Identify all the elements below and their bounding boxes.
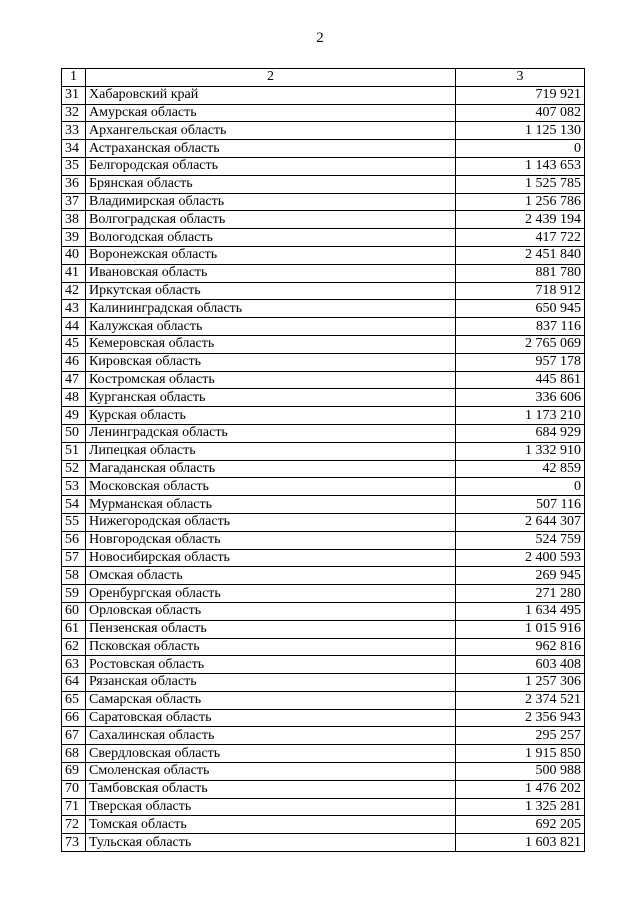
- region-value: 336 606: [456, 389, 585, 407]
- table-row: [62, 834, 585, 852]
- row-number: 66: [62, 709, 86, 727]
- region-value: 407 082: [456, 104, 585, 122]
- region-value: 1 325 281: [456, 798, 585, 816]
- table-row: [62, 86, 585, 104]
- region-name: Калининградская область: [86, 300, 456, 318]
- region-name: Ивановская область: [86, 264, 456, 282]
- region-name: Саратовская область: [86, 709, 456, 727]
- region-value: 881 780: [456, 264, 585, 282]
- row-number: 47: [62, 371, 86, 389]
- row-number: 42: [62, 282, 86, 300]
- row-number: 69: [62, 763, 86, 781]
- row-number: 36: [62, 175, 86, 193]
- row-number: 45: [62, 335, 86, 353]
- region-value: 0: [456, 478, 585, 496]
- table-row: [62, 246, 585, 264]
- region-name: Волгоградская область: [86, 211, 456, 229]
- table-row: [62, 175, 585, 193]
- region-value: 445 861: [456, 371, 585, 389]
- row-number: 48: [62, 389, 86, 407]
- table-row: [62, 709, 585, 727]
- row-number: 72: [62, 816, 86, 834]
- header-col-1: 1: [62, 69, 86, 87]
- region-name: Воронежская область: [86, 246, 456, 264]
- region-name: Архангельская область: [86, 122, 456, 140]
- row-number: 49: [62, 407, 86, 425]
- region-value: 1 634 495: [456, 602, 585, 620]
- region-value: 718 912: [456, 282, 585, 300]
- region-value: 1 257 306: [456, 674, 585, 692]
- table-header: [62, 69, 585, 87]
- region-name: Оренбургская область: [86, 585, 456, 603]
- row-number: 44: [62, 318, 86, 336]
- row-number: 41: [62, 264, 86, 282]
- table-row: [62, 371, 585, 389]
- region-name: Тульская область: [86, 834, 456, 852]
- table-row: [62, 460, 585, 478]
- row-number: 32: [62, 104, 86, 122]
- table-row: [62, 763, 585, 781]
- region-value: 837 116: [456, 318, 585, 336]
- table-row: [62, 496, 585, 514]
- header-row: [62, 69, 585, 87]
- table-row: [62, 780, 585, 798]
- region-value: 269 945: [456, 567, 585, 585]
- row-number: 70: [62, 780, 86, 798]
- region-name: Кемеровская область: [86, 335, 456, 353]
- row-number: 43: [62, 300, 86, 318]
- region-value: 295 257: [456, 727, 585, 745]
- table-row: [62, 602, 585, 620]
- region-name: Сахалинская область: [86, 727, 456, 745]
- region-value: 692 205: [456, 816, 585, 834]
- row-number: 31: [62, 86, 86, 104]
- row-number: 60: [62, 602, 86, 620]
- row-number: 52: [62, 460, 86, 478]
- table-row: [62, 656, 585, 674]
- region-value: 719 921: [456, 86, 585, 104]
- table-row: [62, 193, 585, 211]
- region-name: Кировская область: [86, 353, 456, 371]
- region-name: Вологодская область: [86, 229, 456, 247]
- region-name: Хабаровский край: [86, 86, 456, 104]
- region-name: Омская область: [86, 567, 456, 585]
- region-name: Калужская область: [86, 318, 456, 336]
- region-name: Псковская область: [86, 638, 456, 656]
- region-value: 42 859: [456, 460, 585, 478]
- region-name: Амурская область: [86, 104, 456, 122]
- region-value: 957 178: [456, 353, 585, 371]
- row-number: 35: [62, 157, 86, 175]
- row-number: 68: [62, 745, 86, 763]
- row-number: 67: [62, 727, 86, 745]
- row-number: 56: [62, 531, 86, 549]
- row-number: 55: [62, 513, 86, 531]
- region-value: 1 015 916: [456, 620, 585, 638]
- table-row: [62, 620, 585, 638]
- region-name: Новосибирская область: [86, 549, 456, 567]
- region-value: 507 116: [456, 496, 585, 514]
- region-value: 2 644 307: [456, 513, 585, 531]
- data-table: [61, 68, 585, 852]
- region-name: Липецкая область: [86, 442, 456, 460]
- region-value: 2 374 521: [456, 691, 585, 709]
- region-name: Орловская область: [86, 602, 456, 620]
- region-name: Магаданская область: [86, 460, 456, 478]
- row-number: 50: [62, 424, 86, 442]
- table-row: [62, 389, 585, 407]
- region-name: Смоленская область: [86, 763, 456, 781]
- region-value: 1 125 130: [456, 122, 585, 140]
- row-number: 64: [62, 674, 86, 692]
- table-row: [62, 745, 585, 763]
- table-row: [62, 638, 585, 656]
- region-name: Тверская область: [86, 798, 456, 816]
- table-row: [62, 478, 585, 496]
- region-value: 524 759: [456, 531, 585, 549]
- region-value: 603 408: [456, 656, 585, 674]
- region-value: 962 816: [456, 638, 585, 656]
- region-name: Брянская область: [86, 175, 456, 193]
- table-row: [62, 674, 585, 692]
- table-row: [62, 264, 585, 282]
- region-name: Рязанская область: [86, 674, 456, 692]
- table-row: [62, 335, 585, 353]
- table-row: [62, 318, 585, 336]
- region-value: 1 603 821: [456, 834, 585, 852]
- region-value: 2 400 593: [456, 549, 585, 567]
- table-row: [62, 140, 585, 158]
- table-row: [62, 816, 585, 834]
- table-row: [62, 157, 585, 175]
- row-number: 61: [62, 620, 86, 638]
- row-number: 34: [62, 140, 86, 158]
- table-row: [62, 549, 585, 567]
- region-name: Новгородская область: [86, 531, 456, 549]
- region-name: Томская область: [86, 816, 456, 834]
- row-number: 59: [62, 585, 86, 603]
- region-value: 1 332 910: [456, 442, 585, 460]
- region-name: Пензенская область: [86, 620, 456, 638]
- table-row: [62, 442, 585, 460]
- table-row: [62, 104, 585, 122]
- region-value: 684 929: [456, 424, 585, 442]
- region-value: 1 915 850: [456, 745, 585, 763]
- row-number: 73: [62, 834, 86, 852]
- region-value: 1 256 786: [456, 193, 585, 211]
- region-name: Нижегородская область: [86, 513, 456, 531]
- row-number: 38: [62, 211, 86, 229]
- table-row: [62, 567, 585, 585]
- region-name: Тамбовская область: [86, 780, 456, 798]
- row-number: 54: [62, 496, 86, 514]
- region-name: Иркутская область: [86, 282, 456, 300]
- row-number: 51: [62, 442, 86, 460]
- region-value: 1 525 785: [456, 175, 585, 193]
- region-value: 271 280: [456, 585, 585, 603]
- region-value: 1 476 202: [456, 780, 585, 798]
- table-row: [62, 513, 585, 531]
- table-row: [62, 353, 585, 371]
- row-number: 57: [62, 549, 86, 567]
- region-value: 0: [456, 140, 585, 158]
- row-number: 39: [62, 229, 86, 247]
- table-row: [62, 798, 585, 816]
- row-number: 37: [62, 193, 86, 211]
- row-number: 53: [62, 478, 86, 496]
- table-row: [62, 407, 585, 425]
- region-name: Ростовская область: [86, 656, 456, 674]
- region-name: Курганская область: [86, 389, 456, 407]
- region-name: Мурманская область: [86, 496, 456, 514]
- table-row: [62, 691, 585, 709]
- row-number: 63: [62, 656, 86, 674]
- region-value: 500 988: [456, 763, 585, 781]
- region-value: 650 945: [456, 300, 585, 318]
- header-col-3: 3: [456, 69, 585, 87]
- page-number: 2: [316, 30, 324, 46]
- table-row: [62, 531, 585, 549]
- table-row: [62, 122, 585, 140]
- row-number: 62: [62, 638, 86, 656]
- region-value: 417 722: [456, 229, 585, 247]
- table-row: [62, 229, 585, 247]
- region-name: Астраханская область: [86, 140, 456, 158]
- region-name: Московская область: [86, 478, 456, 496]
- region-name: Курская область: [86, 407, 456, 425]
- row-number: 58: [62, 567, 86, 585]
- region-value: 2 765 069: [456, 335, 585, 353]
- table-row: [62, 585, 585, 603]
- row-number: 71: [62, 798, 86, 816]
- region-name: Владимирская область: [86, 193, 456, 211]
- row-number: 40: [62, 246, 86, 264]
- region-name: Костромская область: [86, 371, 456, 389]
- header-col-2: 2: [86, 69, 456, 87]
- region-value: 1 173 210: [456, 407, 585, 425]
- region-name: Свердловская область: [86, 745, 456, 763]
- region-name: Белгородская область: [86, 157, 456, 175]
- row-number: 65: [62, 691, 86, 709]
- region-name: Самарская область: [86, 691, 456, 709]
- region-value: 2 356 943: [456, 709, 585, 727]
- row-number: 33: [62, 122, 86, 140]
- table-row: [62, 727, 585, 745]
- region-value: 2 451 840: [456, 246, 585, 264]
- region-name: Ленинградская область: [86, 424, 456, 442]
- region-value: 2 439 194: [456, 211, 585, 229]
- table-body: [62, 86, 585, 851]
- table-row: [62, 424, 585, 442]
- table-row: [62, 300, 585, 318]
- table-row: [62, 211, 585, 229]
- row-number: 46: [62, 353, 86, 371]
- table-row: [62, 282, 585, 300]
- region-value: 1 143 653: [456, 157, 585, 175]
